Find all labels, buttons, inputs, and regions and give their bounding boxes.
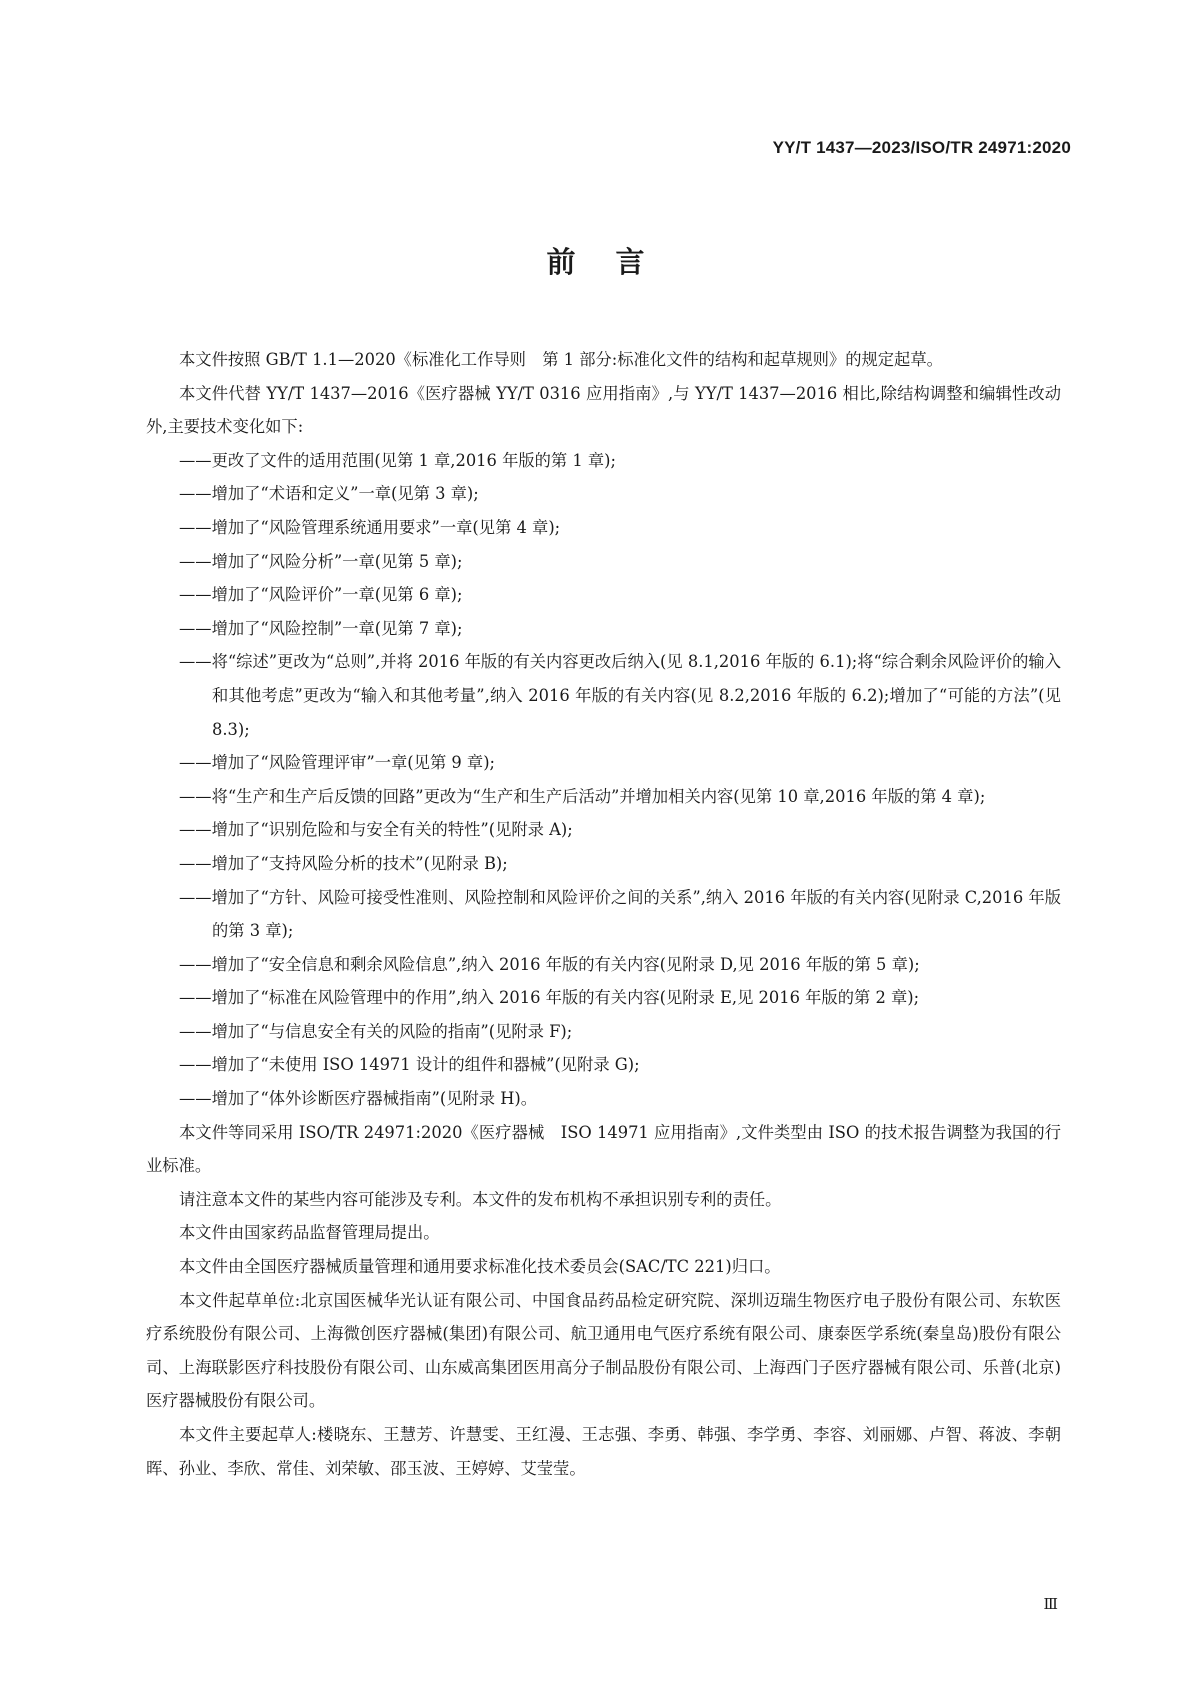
change-item: ——增加了“风险管理评审”一章(见第 9 章); [179, 753, 496, 773]
change-item: ——将“综述”更改为“总则”,并将 2016 年版的有关内容更改后纳入(见 8.1,2016 年版的 6.1);将“综合剩余风险评价的输入和其他考虑”更改为“输入和其他考量”,纳入 2016 年版的有关内容(见 8.2,2016 年版的 6.2);增加了“可能的方法”(见 8.3); [179, 652, 1061, 739]
document-code-header: YY/T 1437—2023/ISO/TR 24971:2020 [772, 138, 1071, 157]
change-item: ——增加了“支持风险分析的技术”(见附录 B); [179, 853, 508, 873]
paragraph-proposed-by: 本文件由国家药品监督管理局提出。 [179, 1223, 440, 1243]
change-item: ——增加了“术语和定义”一章(见第 3 章); [179, 484, 479, 504]
paragraph-managed-by: 本文件由全国医疗器械质量管理和通用要求标准化技术委员会(SAC/TC 221)归口。 [179, 1257, 781, 1277]
change-item: ——将“生产和生产后反馈的回路”更改为“生产和生产后活动”并增加相关内容(见第 10 章,2016 年版的第 4 章); [179, 786, 986, 806]
paragraph-drafting-units: 本文件起草单位:北京国医械华光认证有限公司、中国食品药品检定研究院、深圳迈瑞生物医疗电子股份有限公司、东软医疗系统股份有限公司、上海微创医疗器械(集团)有限公司、航卫通用电气医疗系统有限公司、康泰医学系统(秦皇岛)股份有限公司、上海联影医疗科技股份有限公司、山东威高集团医用高分子制品股份有限公司、上海西门子医疗器械有限公司、乐普(北京)医疗器械股份有限公司。 [146, 1290, 1061, 1411]
change-item: ——增加了“标准在风险管理中的作用”,纳入 2016 年版的有关内容(见附录 E,见 2016 年版的第 2 章); [179, 988, 920, 1008]
change-item: ——增加了“识别危险和与安全有关的特性”(见附录 A); [179, 820, 573, 840]
change-item: ——增加了“风险分析”一章(见第 5 章); [179, 551, 463, 571]
change-item: ——增加了“未使用 ISO 14971 设计的组件和器械”(见附录 G); [179, 1055, 640, 1075]
change-item: ——增加了“与信息安全有关的风险的指南”(见附录 F); [179, 1021, 573, 1041]
paragraph-patent-notice: 请注意本文件的某些内容可能涉及专利。本文件的发布机构不承担识别专利的责任。 [179, 1189, 782, 1209]
paragraph-drafters: 本文件主要起草人:楼晓东、王慧芳、许慧雯、王红漫、王志强、李勇、韩强、李学勇、李容、刘丽娜、卢智、蒋波、李朝晖、孙业、李欣、常佳、刘荣敏、邵玉波、王婷婷、艾莹莹。 [146, 1425, 1061, 1478]
paragraph-drafting-rules: 本文件按照 GB/T 1.1—2020《标准化工作导则 第 1 部分:标准化文件的结构和起草规则》的规定起草。 [179, 350, 943, 369]
page-number: Ⅲ [1043, 1595, 1058, 1613]
change-item: ——增加了“体外诊断医疗器械指南”(见附录 H)。 [179, 1089, 538, 1109]
change-item: ——增加了“方针、风险可接受性准则、风险控制和风险评价之间的关系”,纳入 2016 年版的有关内容(见附录 C,2016 年版的第 3 章); [179, 887, 1061, 941]
paragraph-replaces: 本文件代替 YY/T 1437—2016《医疗器械 YY/T 0316 应用指南》,与 YY/T 1437—2016 相比,除结构调整和编辑性改动外,主要技术变化如下: [146, 383, 1061, 437]
changes-list [146, 444, 1061, 1116]
change-item: ——增加了“风险评价”一章(见第 6 章); [179, 585, 463, 605]
foreword-body [146, 343, 1061, 1485]
paragraph-adoption: 本文件等同采用 ISO/TR 24971:2020《医疗器械 ISO 14971 应用指南》,文件类型由 ISO 的技术报告调整为我国的行业标准。 [146, 1122, 1061, 1176]
change-item: ——更改了文件的适用范围(见第 1 章,2016 年版的第 1 章); [179, 450, 617, 470]
change-item: ——增加了“风险控制”一章(见第 7 章); [179, 618, 463, 638]
change-item: ——增加了“风险管理系统通用要求”一章(见第 4 章); [179, 517, 561, 537]
change-item: ——增加了“安全信息和剩余风险信息”,纳入 2016 年版的有关内容(见附录 D,见 2016 年版的第 5 章); [179, 954, 920, 974]
page-title: 前言 [546, 245, 685, 279]
